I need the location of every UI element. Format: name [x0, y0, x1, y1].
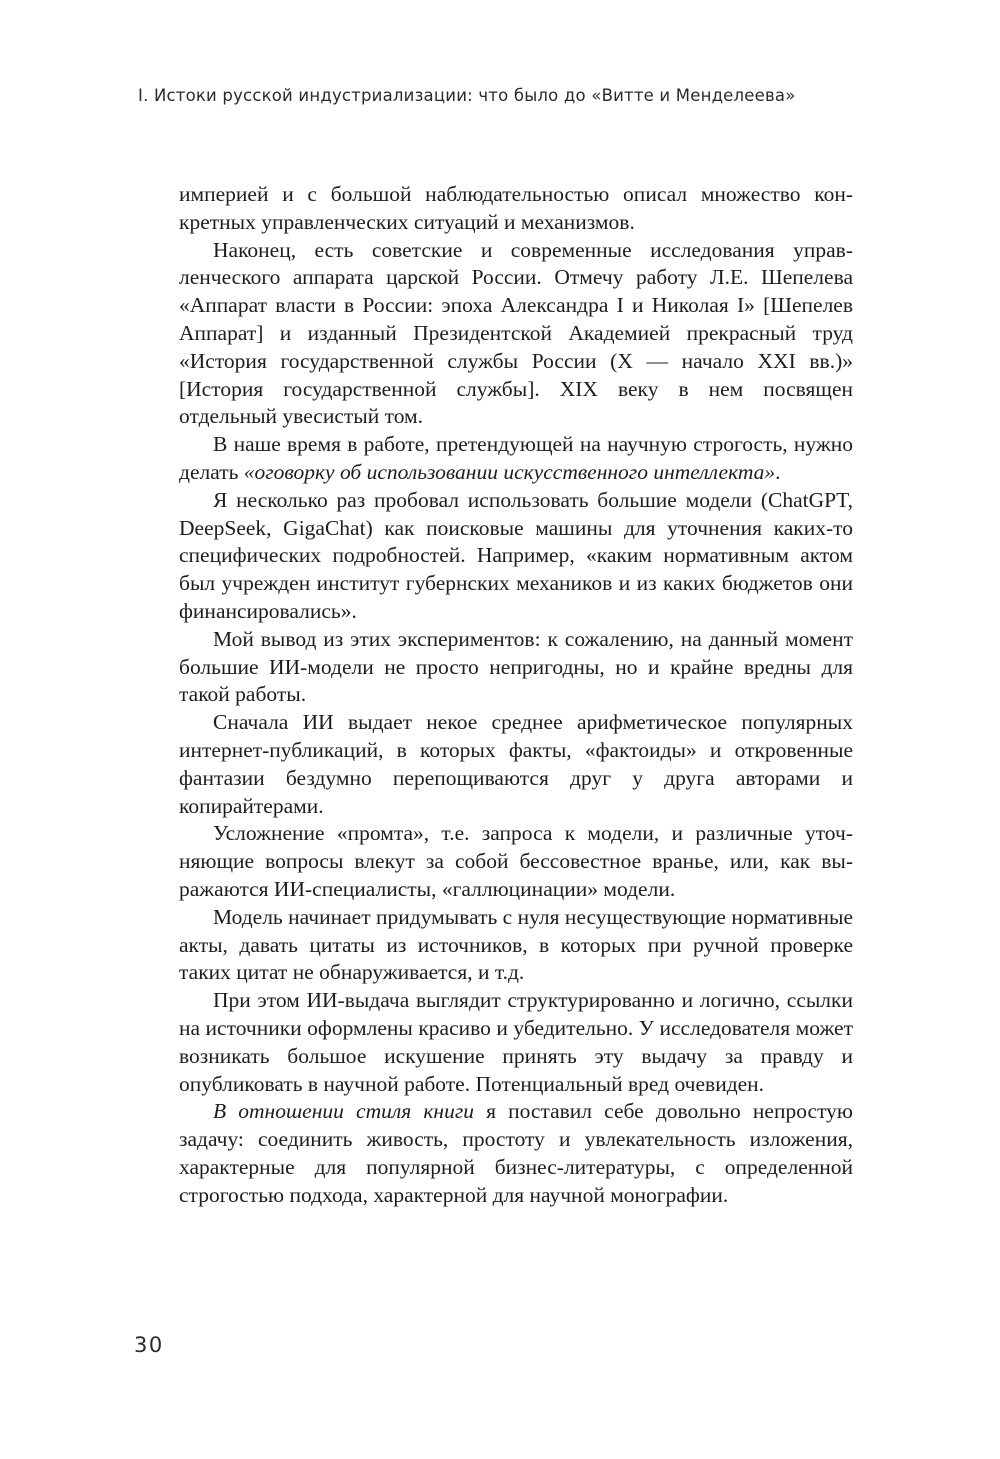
- paragraph: [179, 1098, 853, 1209]
- italic-emphasis: В отношении стиля книги: [213, 1099, 474, 1124]
- paragraph: Модель начинает придумывать с нуля несуществующие нормативные акты, давать цитаты из источников, в которых при ручной проверке таких цитат не обнаруживается, и т.д.: [179, 904, 853, 985]
- paragraph: При этом ИИ-выдача выглядит структурированно и логично, ссылки на источники оформлены красиво и убедительно. У исследователя может возникать большое искушение принять эту выдачу за правду и опубликовать в научной работе. Потенциальный вред очевиден.: [179, 988, 853, 1096]
- paragraph: Усложнение «промта», т.е. запроса к модели, и различные уточняющие вопросы влекут за собой бессовестное вранье, или, как выражаются ИИ-специалисты, «галлюцинации» модели.: [179, 821, 853, 901]
- paragraph: Я несколько раз пробовал использовать большие модели (ChatGPT, DeepSeek, GigaChat) как поисковые машины для уточнения каких-то специфических подробностей. Например, «каким нормативным актом был учрежден институт губернских механиков и из каких бюджетов они финансировались».: [179, 487, 853, 623]
- paragraph-lead: В наше время в работе, претендующей на научную строгость, нужно делать: [179, 432, 853, 484]
- italic-emphasis: «оговорку об использовании искусственного интеллекта»: [243, 459, 776, 484]
- paragraph-tail: я поставил себе довольно непростую задачу: соединить живость, простоту и увлекательность изложения, характерные для популярной бизнес-литературы, с определенной строгостью подхода, характерной для научной монографии.: [179, 1099, 853, 1207]
- paragraph: Мой вывод из этих экспериментов: к сожалению, на данный момент большие ИИ-модели не просто непригодны, но и крайне вредны для такой работы.: [179, 626, 853, 707]
- running-header: I. Истоки русской индустриализации: что было до «Витте и Менделеева»: [138, 86, 796, 105]
- page-number: 30: [134, 1333, 164, 1357]
- paragraph-tail: .: [775, 459, 781, 484]
- body-text: [179, 181, 853, 1209]
- paragraph: Сначала ИИ выдает некое среднее арифметическое популярных интернет-публикаций, в которых факты, «фактоиды» и откровенные фантазии бездумно перепощиваются друг у друга авторами и копирайтерами.: [179, 710, 853, 818]
- paragraph: Наконец, есть советские и современные исследования управленческого аппарата царской России. Отмечу работу Л.Е. Шепелева «Аппарат власти в России: эпоха Александра I и Николая I» [Шепелев Аппарат] и изданный Президентской Академией прекрасный труд «История государственной службы России (X — начало XXI вв.)» [История государственной службы]. XIX веку в нем посвящен отдельный увесистый том.: [179, 237, 853, 429]
- paragraph: [179, 431, 853, 487]
- paragraph: империей и с большой наблюдательностью описал множество конкретных управленческих ситуаций и механизмов.: [179, 182, 853, 234]
